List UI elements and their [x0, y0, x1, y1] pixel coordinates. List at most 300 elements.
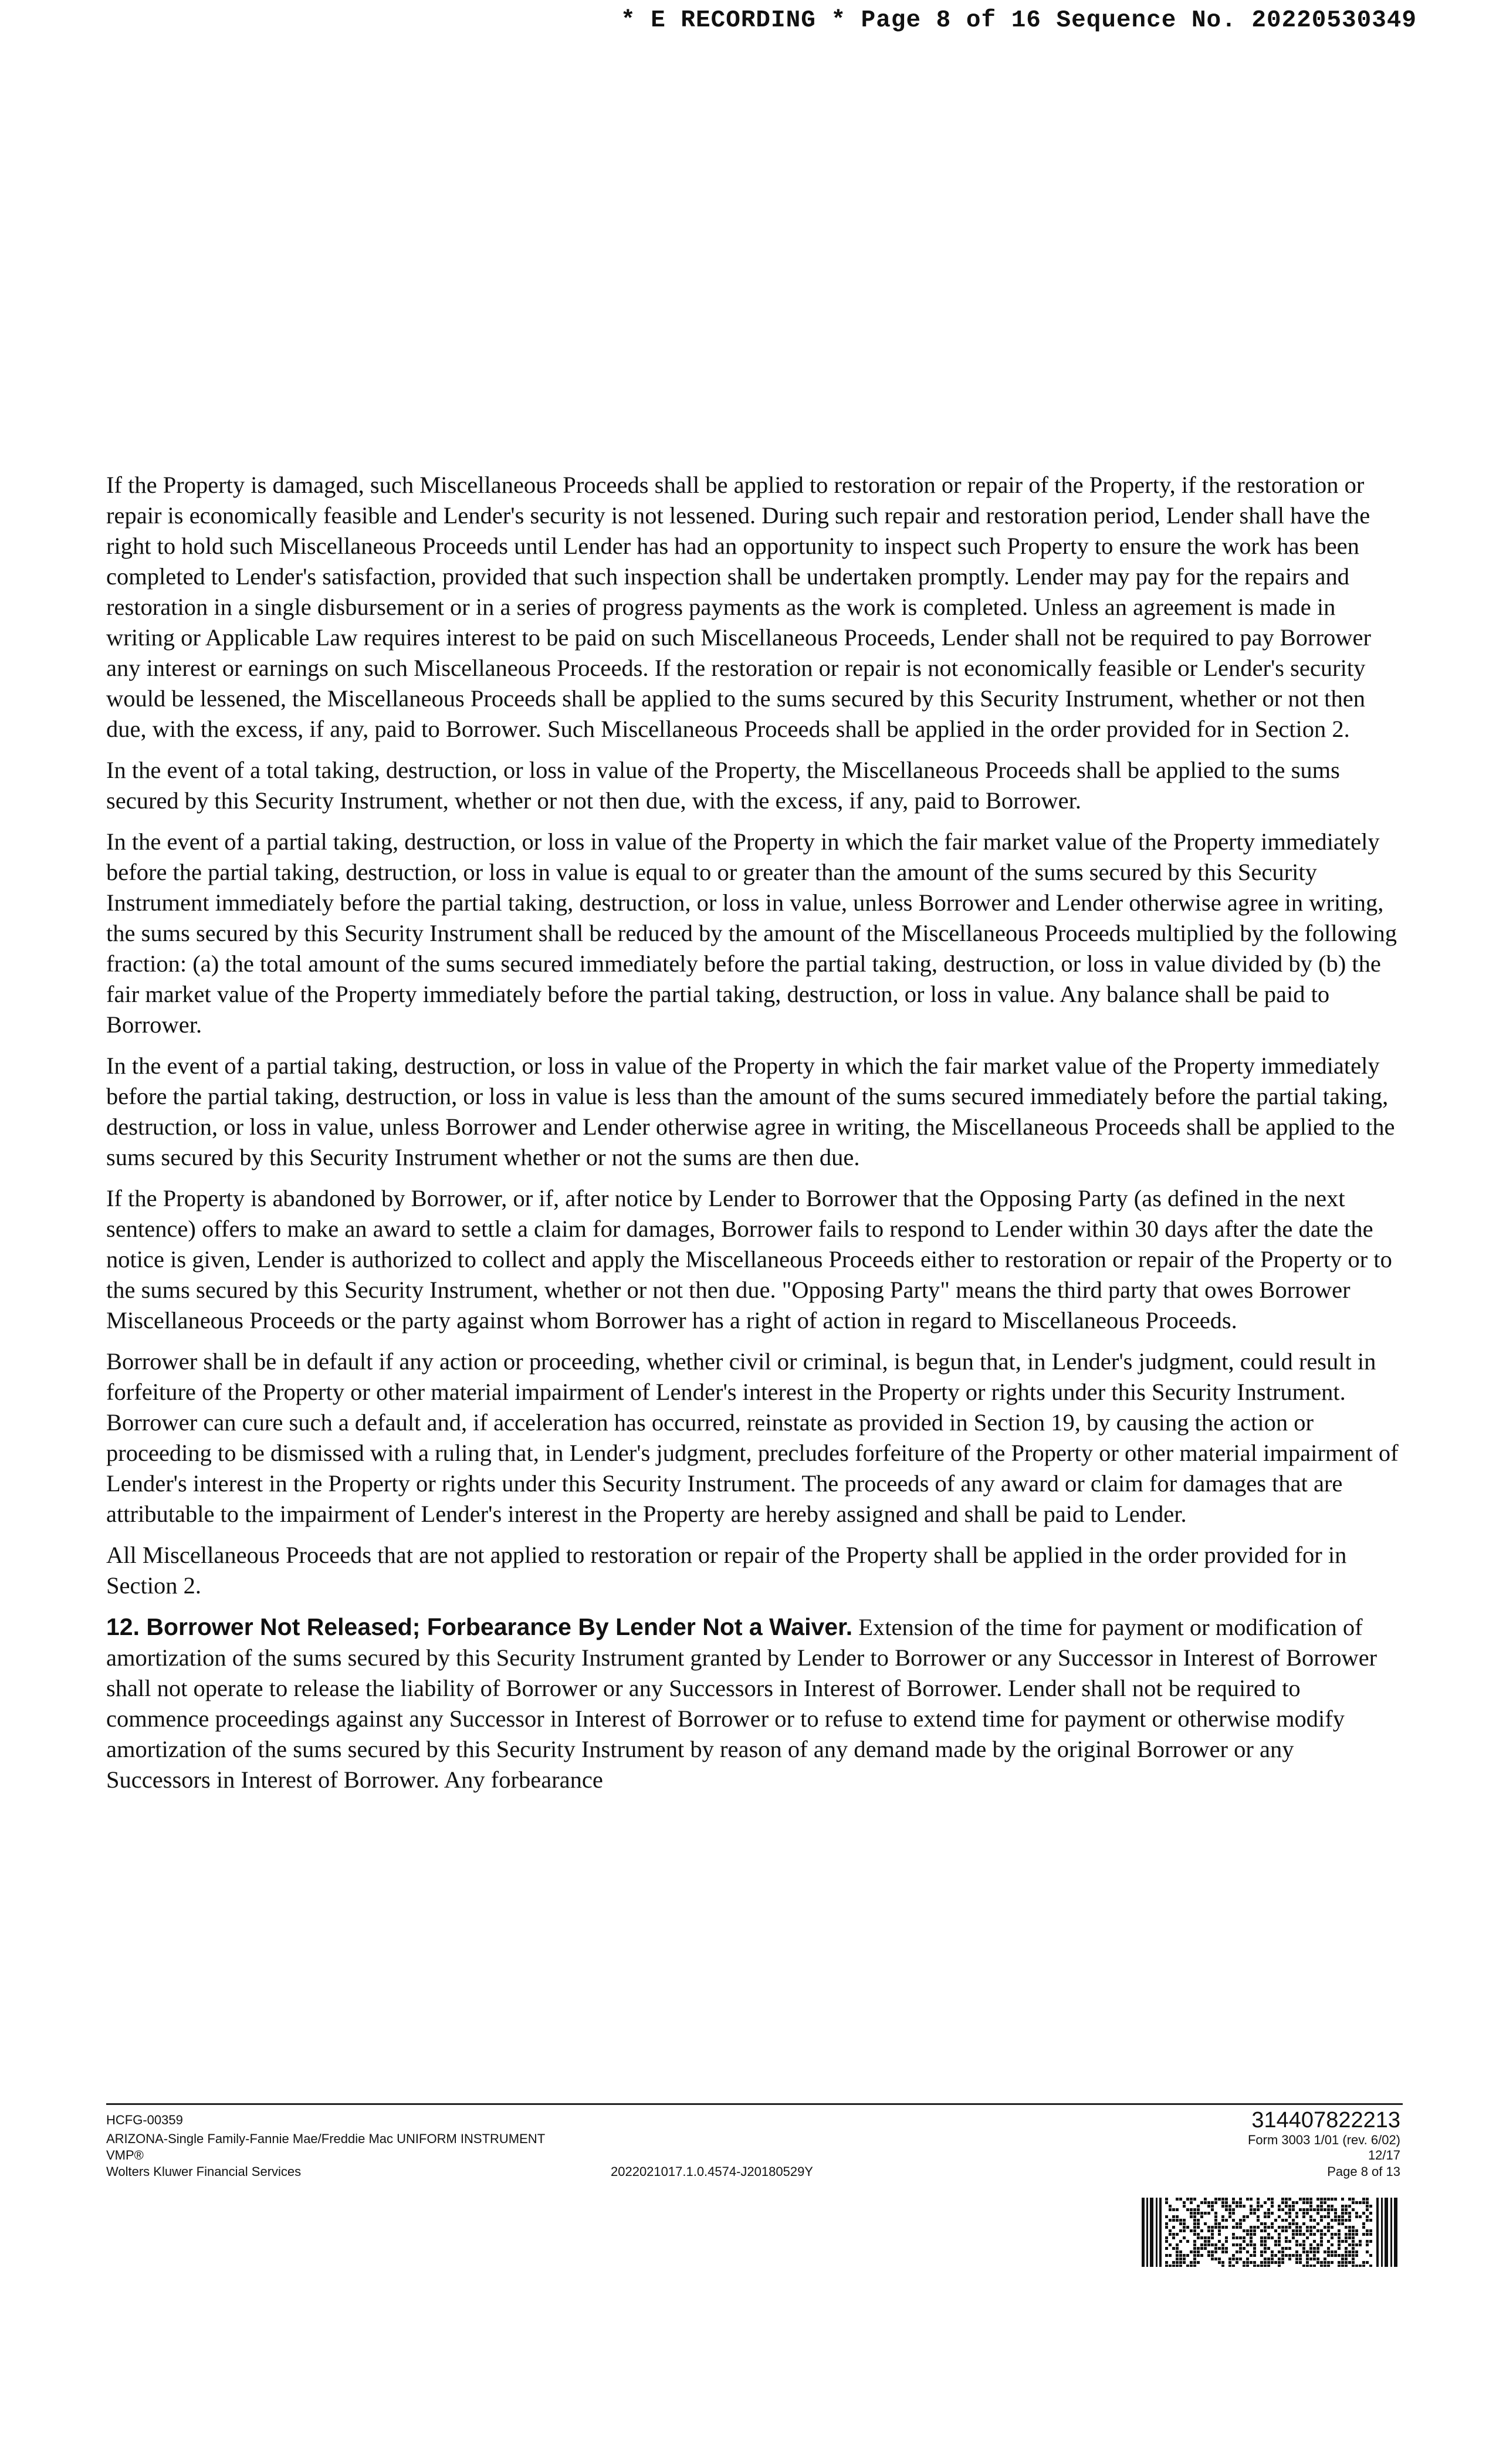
barcode-module [1288, 2254, 1291, 2257]
barcode-module [1243, 2240, 1245, 2243]
barcode-module [1186, 2226, 1189, 2229]
barcode-module [1260, 2240, 1263, 2243]
barcode-module [1369, 2205, 1372, 2208]
barcode-module [1214, 2247, 1217, 2250]
barcode-module [1260, 2265, 1263, 2267]
barcode-module [1348, 2254, 1351, 2257]
barcode-module [1288, 2257, 1291, 2260]
barcode-module [1355, 2243, 1358, 2246]
barcode-module [1338, 2254, 1341, 2257]
barcode-module [1348, 2233, 1351, 2236]
barcode-module [1260, 2236, 1263, 2239]
barcode-module [1324, 2257, 1326, 2260]
barcode-module [1211, 2254, 1214, 2257]
barcode-module [1228, 2257, 1231, 2260]
barcode-module [1369, 2254, 1372, 2257]
barcode-module [1306, 2201, 1309, 2204]
barcode-guard-bar [1381, 2198, 1383, 2267]
barcode-module [1260, 2205, 1263, 2208]
barcode-module [1264, 2212, 1267, 2215]
barcode-module [1221, 2205, 1224, 2208]
barcode-module [1253, 2233, 1256, 2236]
barcode-module [1243, 2219, 1245, 2222]
barcode-module [1257, 2198, 1260, 2201]
barcode-module [1193, 2243, 1196, 2246]
barcode-module [1236, 2257, 1238, 2260]
barcode-module [1331, 2205, 1333, 2208]
barcode-module [1345, 2226, 1348, 2229]
barcode-module [1190, 2198, 1193, 2201]
barcode-module [1345, 2236, 1348, 2239]
barcode-module [1278, 2208, 1281, 2211]
barcode-module [1257, 2201, 1260, 2204]
barcode-module [1274, 2240, 1277, 2243]
barcode-module [1165, 2222, 1168, 2225]
barcode-module [1327, 2265, 1330, 2267]
barcode-module [1250, 2212, 1253, 2215]
barcode-module [1320, 2198, 1323, 2201]
barcode-module [1278, 2215, 1281, 2218]
barcode-module [1324, 2208, 1326, 2211]
barcode-module [1264, 2222, 1267, 2225]
barcode-module [1228, 2205, 1231, 2208]
barcode-module [1197, 2226, 1200, 2229]
loan-number: 314407822213 [1251, 2108, 1400, 2133]
barcode-module [1176, 2233, 1179, 2236]
barcode-module [1334, 2215, 1337, 2218]
barcode-guard-bar [1142, 2198, 1145, 2267]
section-12-text: Extension of the time for payment or modification of amortization of the sums secured by this Security Instrument granted by Lender to Borrower or any Successor in Interest of Borrower shall not operate to release the liability of Borrower or any Successors in Interest of Borrower. Lender shall not be required to commence proceedings against any Successor in Interest of Borrower or to refuse to extend time for payment or otherwise modify amortization of the sums secured by this Security Instrument by reason of any demand made by the original Borrower or any Successors in Interest of Borrower. Any forbearance [106, 1614, 1377, 1793]
barcode-module [1274, 2254, 1277, 2257]
barcode-module [1288, 2222, 1291, 2225]
barcode-module [1193, 2215, 1196, 2218]
barcode-module [1285, 2226, 1288, 2229]
barcode-module [1211, 2229, 1214, 2232]
barcode-module [1348, 2236, 1351, 2239]
barcode-module [1176, 2243, 1179, 2246]
barcode-module [1292, 2229, 1295, 2232]
barcode-module [1211, 2243, 1214, 2246]
barcode-module [1292, 2233, 1295, 2236]
barcode-module [1169, 2219, 1172, 2222]
barcode-module [1228, 2208, 1231, 2211]
barcode-module [1295, 2261, 1298, 2264]
recording-header: * E RECORDING * Page 8 of 16 Sequence No. 20220530349 [621, 7, 1417, 34]
barcode-module [1183, 2229, 1186, 2232]
barcode-module [1264, 2243, 1267, 2246]
barcode-module [1331, 2250, 1333, 2253]
barcode-module [1250, 2198, 1253, 2201]
barcode-module [1176, 2250, 1179, 2253]
barcode-module [1278, 2250, 1281, 2253]
barcode-module [1221, 2219, 1224, 2222]
barcode-module [1197, 2261, 1200, 2264]
barcode-module [1221, 2215, 1224, 2218]
barcode-module [1165, 2198, 1168, 2201]
barcode-module [1264, 2250, 1267, 2253]
barcode-module [1271, 2254, 1274, 2257]
barcode-module [1306, 2257, 1309, 2260]
barcode-module [1221, 2261, 1224, 2264]
barcode-module [1366, 2243, 1369, 2246]
barcode-module [1200, 2201, 1203, 2204]
barcode-module [1190, 2212, 1193, 2215]
barcode-module [1200, 2243, 1203, 2246]
barcode-module [1267, 2215, 1270, 2218]
barcode-module [1179, 2222, 1182, 2225]
barcode-module [1232, 2243, 1235, 2246]
barcode-module [1264, 2236, 1267, 2239]
barcode-module [1306, 2254, 1309, 2257]
barcode-module [1207, 2240, 1210, 2243]
barcode-module [1288, 2226, 1291, 2229]
barcode-module [1306, 2261, 1309, 2264]
barcode-module [1179, 2254, 1182, 2257]
barcode-module [1271, 2257, 1274, 2260]
barcode-module [1239, 2226, 1242, 2229]
barcode-module [1236, 2222, 1238, 2225]
barcode-module [1183, 2226, 1186, 2229]
barcode-module [1366, 2261, 1369, 2264]
barcode-module [1218, 2229, 1221, 2232]
barcode-module [1246, 2257, 1249, 2260]
barcode-module [1309, 2229, 1312, 2232]
barcode-module [1309, 2233, 1312, 2236]
barcode-module [1264, 2257, 1267, 2260]
barcode-module [1179, 2219, 1182, 2222]
barcode-module [1306, 2265, 1309, 2267]
barcode-module [1207, 2212, 1210, 2215]
barcode-module [1281, 2254, 1284, 2257]
barcode-module [1316, 2198, 1319, 2201]
barcode-graphic [1142, 2198, 1400, 2267]
barcode-module [1355, 2201, 1358, 2204]
barcode-module [1200, 2254, 1203, 2257]
barcode-module [1302, 2243, 1305, 2246]
barcode-module [1295, 2233, 1298, 2236]
barcode-module [1267, 2226, 1270, 2229]
barcode-module [1345, 2219, 1348, 2222]
barcode-module [1278, 2265, 1281, 2267]
barcode-module [1257, 2205, 1260, 2208]
barcode-module [1190, 2265, 1193, 2267]
barcode-module [1204, 2243, 1207, 2246]
barcode-module [1306, 2208, 1309, 2211]
barcode-module [1362, 2201, 1365, 2204]
barcode-module [1207, 2201, 1210, 2204]
barcode-module [1257, 2226, 1260, 2229]
barcode-module [1331, 2254, 1333, 2257]
barcode-module [1190, 2261, 1193, 2264]
barcode-module [1204, 2222, 1207, 2225]
barcode-module [1183, 2219, 1186, 2222]
barcode-module [1176, 2261, 1179, 2264]
barcode-module [1309, 2257, 1312, 2260]
barcode-module [1193, 2219, 1196, 2222]
barcode-module [1302, 2247, 1305, 2250]
barcode-module [1295, 2226, 1298, 2229]
barcode-module [1313, 2254, 1316, 2257]
barcode-module [1225, 2240, 1228, 2243]
barcode-module [1341, 2265, 1344, 2267]
barcode-module [1369, 2265, 1372, 2267]
barcode-module [1334, 2233, 1337, 2236]
barcode-module [1197, 2254, 1200, 2257]
barcode-module [1246, 2229, 1249, 2232]
barcode-module [1362, 2233, 1365, 2236]
barcode-module [1338, 2261, 1341, 2264]
barcode-module [1288, 2208, 1291, 2211]
barcode-module [1207, 2205, 1210, 2208]
barcode-module [1292, 2254, 1295, 2257]
barcode-module [1243, 2215, 1245, 2218]
barcode-module [1264, 2215, 1267, 2218]
barcode-module [1207, 2229, 1210, 2232]
barcode-module [1295, 2222, 1298, 2225]
barcode-module [1176, 2219, 1179, 2222]
barcode-module [1271, 2250, 1274, 2253]
barcode-module [1200, 2236, 1203, 2239]
barcode-module [1331, 2226, 1333, 2229]
barcode-module [1345, 2205, 1348, 2208]
barcode-module [1236, 2205, 1238, 2208]
barcode-module [1183, 2261, 1186, 2264]
barcode-module [1172, 2233, 1175, 2236]
barcode-module [1313, 2257, 1316, 2260]
barcode-module [1302, 2215, 1305, 2218]
barcode-module [1338, 2219, 1341, 2222]
instrument-line: ARIZONA-Single Family-Fannie Mae/Freddie Mac UNIFORM INSTRUMENT [106, 2131, 546, 2146]
barcode-module [1211, 2226, 1214, 2229]
barcode-module [1316, 2250, 1319, 2253]
barcode-module [1345, 2265, 1348, 2267]
barcode-module [1218, 2247, 1221, 2250]
barcode-module [1218, 2198, 1221, 2201]
barcode-module [1362, 2212, 1365, 2215]
barcode-module [1345, 2208, 1348, 2211]
barcode-module [1295, 2243, 1298, 2246]
barcode-module [1316, 2257, 1319, 2260]
barcode-module [1341, 2240, 1344, 2243]
barcode-module [1225, 2208, 1228, 2211]
barcode-module [1274, 2261, 1277, 2264]
barcode-module [1204, 2201, 1207, 2204]
barcode-module [1352, 2240, 1355, 2243]
barcode-module [1271, 2201, 1274, 2204]
barcode-module [1369, 2212, 1372, 2215]
barcode-module [1292, 2205, 1295, 2208]
barcode-module [1232, 2254, 1235, 2257]
barcode-module [1327, 2240, 1330, 2243]
barcode-module [1299, 2257, 1302, 2260]
barcode-module [1214, 2222, 1217, 2225]
barcode-module [1320, 2265, 1323, 2267]
barcode-module [1309, 2198, 1312, 2201]
barcode-module [1243, 2265, 1245, 2267]
barcode-module [1232, 2219, 1235, 2222]
barcode-module [1366, 2233, 1369, 2236]
barcode-module [1285, 2219, 1288, 2222]
barcode-module [1324, 2233, 1326, 2236]
barcode-module [1299, 2226, 1302, 2229]
barcode-module [1345, 2212, 1348, 2215]
barcode-module [1302, 2212, 1305, 2215]
barcode-module [1186, 2240, 1189, 2243]
barcode-module [1179, 2240, 1182, 2243]
barcode-module [1355, 2265, 1358, 2267]
barcode-guard-bar [1150, 2198, 1153, 2267]
paragraph-default-proceeding: Borrower shall be in default if any action or proceeding, whether civil or criminal, is begun that, in Lender's judgment, could result in forfeiture of the Property or other material impairment of Lender's interest in the Property or rights under this Security Instrument. Borrower can cure such a default and, if acceleration has occurred, reinstate as provided in Section 19, by causing the action or proceeding to be dismissed with a ruling that, in Lender's judgment, precludes forfeiture of the Property or other material impairment of Lender's interest in the Property or rights under this Security Instrument. The proceeds of any award or claim for damages that are attributable to the impairment of Lender's interest in the Property are hereby assigned and shall be paid to Lender. [106, 1348, 1399, 1527]
barcode-module [1281, 2226, 1284, 2229]
barcode-module [1193, 2212, 1196, 2215]
form-number: Form 3003 1/01 (rev. 6/02) [1247, 2133, 1400, 2147]
barcode-module [1324, 2215, 1326, 2218]
barcode-module [1172, 2226, 1175, 2229]
barcode-module [1271, 2222, 1274, 2225]
barcode-module [1288, 2247, 1291, 2250]
barcode-module [1264, 2229, 1267, 2232]
barcode-module [1176, 2247, 1179, 2250]
barcode-module [1338, 2247, 1341, 2250]
barcode-module [1228, 2215, 1231, 2218]
document-id: 2022021017.1.0.4574-J20180529Y [611, 2164, 813, 2179]
barcode-module [1369, 2219, 1372, 2222]
barcode-module [1253, 2250, 1256, 2253]
barcode-module [1176, 2265, 1179, 2267]
barcode-guard-bar [1146, 2198, 1148, 2267]
barcode-module [1193, 2261, 1196, 2264]
barcode-module [1302, 2240, 1305, 2243]
paragraph-partial-taking-greater: In the event of a partial taking, destruction, or loss in value of the Property in which the fair market value of the Property immediately before the partial taking, destruction, or loss in value is equal to or greater than the amount of the sums secured by this Security Instrument immediately before the partial taking, destruction, or loss in value, unless Borrower and Lender otherwise agree in writing, the sums secured by this Security Instrument shall be reduced by the amount of the Miscellaneous Proceeds multiplied by the following fraction: (a) the total amount of the sums secured immediately before the partial taking, destruction, or loss in value divided by (b) the fair market value of the Property immediately before the partial taking, destruction, or loss in value. Any balance shall be paid to Borrower. [106, 828, 1397, 1038]
paragraph-remaining-proceeds: All Miscellaneous Proceeds that are not applied to restoration or repair of the Property shall be applied in the order provided for in Section 2. [106, 1542, 1347, 1599]
barcode-module [1299, 2198, 1302, 2201]
barcode-module [1292, 2236, 1295, 2239]
barcode-module [1313, 2226, 1316, 2229]
barcode-module [1320, 2215, 1323, 2218]
barcode-module [1348, 2198, 1351, 2201]
paragraph-property-damaged: If the Property is damaged, such Miscellaneous Proceeds shall be applied to restoration or repair of the Property, if the restoration or repair is economically feasible and Lender's security is not lessened. During such repair and restoration period, Lender shall have the right to hold such Miscellaneous Proceeds until Lender has had an opportunity to inspect such Property to ensure the work has been completed to Lender's satisfaction, provided that such inspection shall be undertaken promptly. Lender may pay for the repairs and restoration in a single disbursement or in a series of progress payments as the work is completed. Unless an agreement is made in writing or Applicable Law requires interest to be paid on such Miscellaneous Proceeds, Lender shall not be required to pay Borrower any interest or earnings on such Miscellaneous Proceeds. If the restoration or repair is not economically feasible or Lender's security would be lessened, the Miscellaneous Proceeds shall be applied to the sums secured by this Security Instrument, whether or not then due, with the excess, if any, paid to Borrower. Such Miscellaneous Proceeds shall be applied in the order provided for in Section 2. [106, 472, 1371, 742]
barcode-module [1253, 2229, 1256, 2232]
section-12 [106, 1612, 1403, 1795]
barcode-module [1362, 2222, 1365, 2225]
barcode-module [1204, 2198, 1207, 2201]
barcode-module [1302, 2222, 1305, 2225]
barcode-module [1348, 2261, 1351, 2264]
barcode-module [1274, 2219, 1277, 2222]
barcode-module [1278, 2233, 1281, 2236]
barcode-module [1211, 2250, 1214, 2253]
barcode-module [1236, 2243, 1238, 2246]
barcode-module [1193, 2226, 1196, 2229]
barcode-module [1260, 2243, 1263, 2246]
barcode-module [1292, 2201, 1295, 2204]
barcode-module [1239, 2219, 1242, 2222]
barcode-module [1348, 2215, 1351, 2218]
barcode-module [1320, 2243, 1323, 2246]
barcode-module [1341, 2222, 1344, 2225]
barcode-module [1352, 2247, 1355, 2250]
barcode-module [1190, 2208, 1193, 2211]
barcode-module [1341, 2254, 1344, 2257]
barcode-module [1285, 2198, 1288, 2201]
barcode-module [1362, 2261, 1365, 2264]
barcode-module [1179, 2265, 1182, 2267]
barcode-module [1295, 2201, 1298, 2204]
barcode-module [1316, 2261, 1319, 2264]
barcode-module [1197, 2247, 1200, 2250]
barcode-module [1316, 2212, 1319, 2215]
barcode-module [1172, 2247, 1175, 2250]
barcode-module [1274, 2243, 1277, 2246]
barcode-module [1183, 2257, 1186, 2260]
barcode-module [1250, 2240, 1253, 2243]
barcode-module [1172, 2219, 1175, 2222]
barcode-module [1348, 2219, 1351, 2222]
barcode-module [1341, 2215, 1344, 2218]
barcode-module [1239, 2257, 1242, 2260]
barcode-module [1211, 2233, 1214, 2236]
barcode-module [1334, 2208, 1337, 2211]
barcode-module [1183, 2205, 1186, 2208]
barcode-module [1295, 2212, 1298, 2215]
barcode-module [1204, 2247, 1207, 2250]
barcode-module [1207, 2236, 1210, 2239]
barcode-module [1299, 2243, 1302, 2246]
barcode-module [1221, 2198, 1224, 2201]
barcode-module [1299, 2229, 1302, 2232]
barcode-module [1345, 2261, 1348, 2264]
barcode-module [1338, 2265, 1341, 2267]
barcode-module [1243, 2247, 1245, 2250]
barcode-module [1316, 2222, 1319, 2225]
barcode-module [1309, 2265, 1312, 2267]
barcode-module [1327, 2226, 1330, 2229]
barcode-module [1313, 2208, 1316, 2211]
barcode-module [1239, 2205, 1242, 2208]
barcode-module [1204, 2212, 1207, 2215]
barcode-module [1232, 2257, 1235, 2260]
form-code: HCFG-00359 [106, 2113, 183, 2127]
barcode-module [1169, 2208, 1172, 2211]
barcode-guard-bar [1385, 2198, 1388, 2267]
barcode-module [1338, 2215, 1341, 2218]
barcode-module [1334, 2254, 1337, 2257]
barcode-module [1306, 2212, 1309, 2215]
barcode-module [1320, 2229, 1323, 2232]
barcode-module [1172, 2236, 1175, 2239]
barcode-module [1246, 2215, 1249, 2218]
barcode-module [1345, 2240, 1348, 2243]
barcode-module [1207, 2243, 1210, 2246]
barcode-module [1193, 2254, 1196, 2257]
paragraph-total-taking: In the event of a total taking, destruction, or loss in value of the Property, the Miscellaneous Proceeds shall be applied to the sums secured by this Security Instrument, whether or not then due, with the excess, if any, paid to Borrower. [106, 757, 1340, 814]
barcode-module [1320, 2208, 1323, 2211]
barcode-module [1271, 2226, 1274, 2229]
barcode-module [1211, 2236, 1214, 2239]
barcode-module [1165, 2240, 1168, 2243]
barcode-module [1200, 2247, 1203, 2250]
barcode-module [1197, 2250, 1200, 2253]
barcode-module [1176, 2254, 1179, 2257]
barcode-module [1197, 2205, 1200, 2208]
barcode-module [1295, 2257, 1298, 2260]
barcode-module [1200, 2215, 1203, 2218]
barcode-module [1324, 2265, 1326, 2267]
barcode-module [1211, 2201, 1214, 2204]
barcode-module [1295, 2229, 1298, 2232]
page-indicator: Page 8 of 13 [1327, 2164, 1400, 2179]
barcode-module [1165, 2247, 1168, 2250]
